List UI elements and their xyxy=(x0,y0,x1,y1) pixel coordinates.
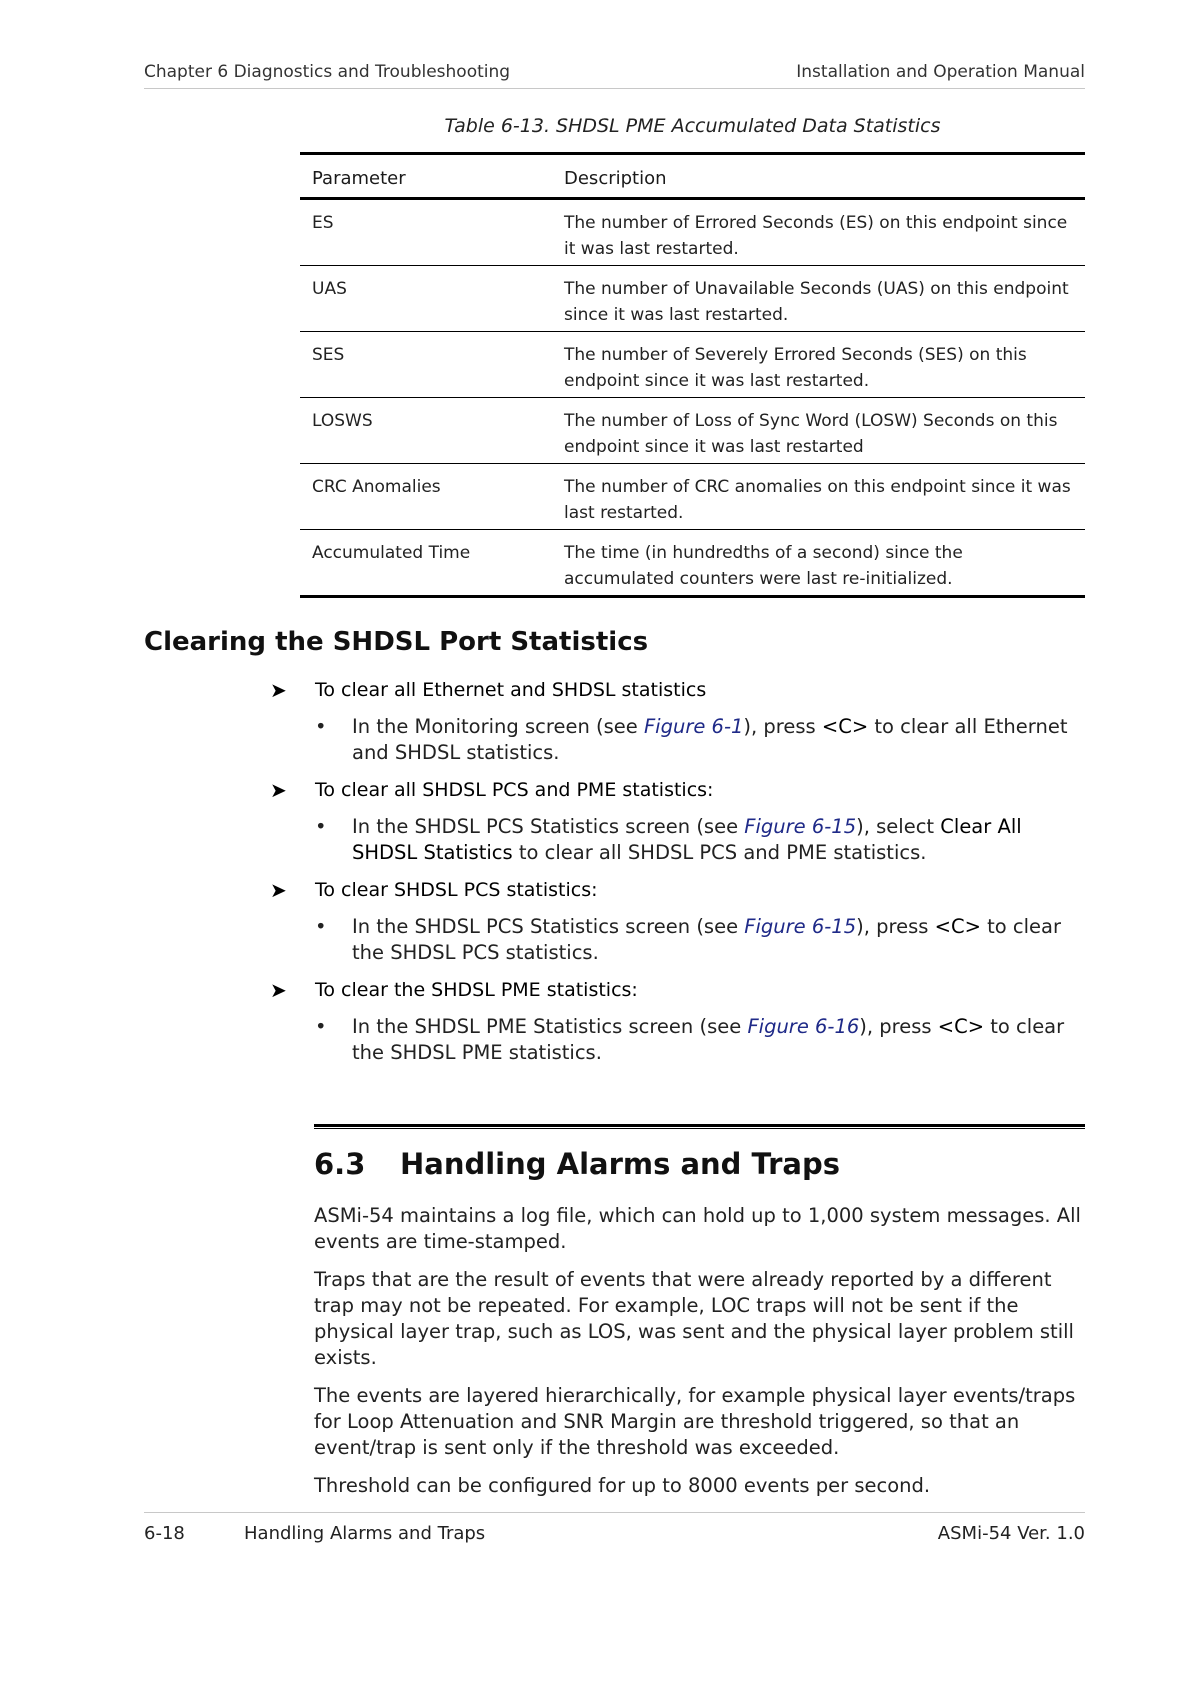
table-row xyxy=(300,332,1085,398)
step-text: ), press xyxy=(856,915,935,938)
bullet-icon: • xyxy=(315,715,327,738)
figure-link[interactable]: Figure 6-16 xyxy=(747,1015,860,1038)
header-chapter: Chapter 6 Diagnostics and Troubleshooting xyxy=(144,62,511,82)
parameter-cell: CRC Anomalies xyxy=(300,464,552,530)
key-label: <C> xyxy=(937,1015,985,1038)
parameter-cell: Accumulated Time xyxy=(300,530,552,597)
menu-option-label: Clear All SHDSL Statistics xyxy=(352,815,1022,864)
procedure-step xyxy=(270,714,1085,766)
table-row xyxy=(300,398,1085,464)
procedure-heading xyxy=(270,877,1085,903)
description-cell: The number of CRC anomalies on this endpoint since it was last restarted. xyxy=(552,464,1085,530)
arrow-icon: ➤ xyxy=(270,978,287,1002)
footer-section-title: Handling Alarms and Traps xyxy=(244,1523,486,1544)
procedure-heading xyxy=(270,977,1085,1003)
arrow-icon: ➤ xyxy=(270,778,287,802)
step-text: ), select xyxy=(856,815,941,838)
figure-link[interactable]: Figure 6-1 xyxy=(643,715,744,738)
paragraph: Traps that are the result of events that were already reported by a different trap may not be repeated. For example, LOC traps will not be sent if the physical layer trap, such as LOS, was sent and the physical layer problem still exists. xyxy=(314,1268,1074,1369)
step-text: ), press xyxy=(859,1015,938,1038)
page-footer xyxy=(144,1512,1085,1543)
page-header xyxy=(144,62,1085,89)
step-text: In the SHDSL PME Statistics screen (see xyxy=(352,1015,748,1038)
parameter-cell: ES xyxy=(300,199,552,266)
table-caption: Table 6-13. SHDSL PME Accumulated Data Statistics xyxy=(444,115,941,137)
procedure-heading-text: To clear SHDSL PCS statistics: xyxy=(315,879,598,901)
description-cell: The number of Unavailable Seconds (UAS) on this endpoint since it was last restarted. xyxy=(552,266,1085,332)
section-number: 6.3 xyxy=(314,1147,366,1181)
step-text: In the Monitoring screen (see xyxy=(352,715,644,738)
step-text: to clear all SHDSL PCS and PME statistics. xyxy=(512,841,927,864)
paragraph: The events are layered hierarchically, for example physical layer events/traps for Loop Attenuation and SNR Margin are threshold triggered, so that an event/trap is sent only if the threshold was exceeded. xyxy=(314,1384,1076,1459)
table-header-row xyxy=(300,154,1085,199)
parameter-cell: LOSWS xyxy=(300,398,552,464)
procedure-heading-text: To clear all Ethernet and SHDSL statistics xyxy=(315,679,707,701)
figure-link[interactable]: Figure 6-15 xyxy=(744,815,857,838)
procedure-heading xyxy=(270,777,1085,803)
key-label: <C> xyxy=(934,915,981,938)
key-label: <C> xyxy=(821,715,869,738)
column-header-description: Description xyxy=(552,154,1085,199)
step-text: In the SHDSL PCS Statistics screen (see xyxy=(352,815,745,838)
description-cell: The number of Errored Seconds (ES) on this endpoint since it was last restarted. xyxy=(552,199,1085,266)
arrow-icon: ➤ xyxy=(270,878,287,902)
section-heading: Clearing the SHDSL Port Statistics xyxy=(144,627,649,657)
step-text: to clear all Ethernet and SHDSL statistics. xyxy=(352,715,1068,764)
procedure-step xyxy=(270,914,1085,966)
procedure-clear-pme xyxy=(270,977,1085,1066)
paragraph: ASMi-54 maintains a log file, which can hold up to 1,000 system messages. All events are time-stamped. xyxy=(314,1204,1081,1253)
procedure-clear-all xyxy=(270,677,1085,766)
figure-link[interactable]: Figure 6-15 xyxy=(744,915,857,938)
procedure-heading xyxy=(270,677,1085,703)
procedure-step xyxy=(270,814,1085,866)
procedure-clear-pcs xyxy=(270,877,1085,966)
step-text: ), press xyxy=(743,715,822,738)
paragraph: Threshold can be configured for up to 8000 events per second. xyxy=(314,1474,931,1497)
parameter-cell: UAS xyxy=(300,266,552,332)
description-cell: The number of Loss of Sync Word (LOSW) Seconds on this endpoint since it was last restarted xyxy=(552,398,1085,464)
column-header-parameter: Parameter xyxy=(300,154,552,199)
table-row xyxy=(300,266,1085,332)
chapter-section-heading xyxy=(314,1147,840,1181)
bullet-icon: • xyxy=(315,1015,327,1038)
procedure-step xyxy=(270,1014,1085,1066)
description-cell: The time (in hundredths of a second) since the accumulated counters were last re-initialized. xyxy=(552,530,1085,597)
step-text: In the SHDSL PCS Statistics screen (see xyxy=(352,915,745,938)
procedure-heading-text: To clear all SHDSL PCS and PME statistics: xyxy=(315,779,714,801)
procedure-list xyxy=(270,677,1085,1077)
section-body xyxy=(314,1203,1089,1511)
step-text: to clear the SHDSL PCS statistics. xyxy=(352,915,1061,964)
arrow-icon: ➤ xyxy=(270,678,287,702)
description-cell: The number of Severely Errored Seconds (SES) on this endpoint since it was last restarted. xyxy=(552,332,1085,398)
table-row xyxy=(300,199,1085,266)
header-manual-title: Installation and Operation Manual xyxy=(796,62,1085,82)
table-row xyxy=(300,530,1085,597)
procedure-heading-text: To clear the SHDSL PME statistics: xyxy=(315,979,638,1001)
table-row xyxy=(300,464,1085,530)
statistics-table xyxy=(300,152,1085,598)
bullet-icon: • xyxy=(315,815,327,838)
section-divider xyxy=(314,1124,1085,1129)
bullet-icon: • xyxy=(315,915,327,938)
parameter-cell: SES xyxy=(300,332,552,398)
step-text: to clear the SHDSL PME statistics. xyxy=(352,1015,1065,1064)
page-number: 6-18 xyxy=(144,1523,185,1544)
section-title: Handling Alarms and Traps xyxy=(400,1147,841,1181)
procedure-clear-pcs-pme xyxy=(270,777,1085,866)
footer-version: ASMi-54 Ver. 1.0 xyxy=(937,1523,1085,1544)
